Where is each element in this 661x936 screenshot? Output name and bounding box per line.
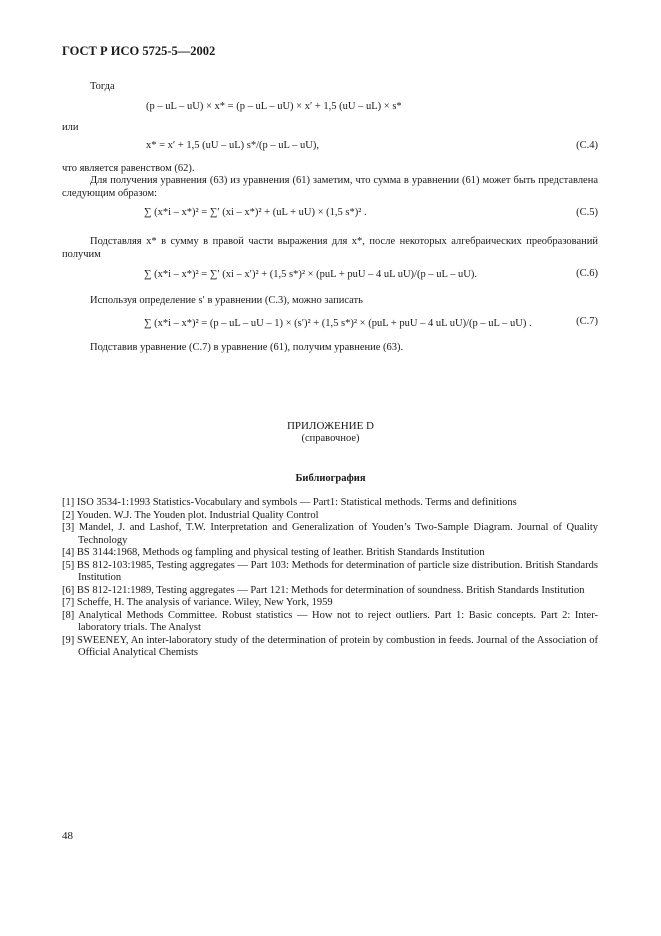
text-ili: или [62, 122, 79, 133]
page-number: 48 [62, 830, 73, 842]
bibliography-item: [1] ISO 3534-1:1993 Statistics-Vocabulary and symbols — Part1: Statistical methods. Terms and definitions [62, 497, 517, 508]
equation-c6: ∑ (x*i – x*)² = ∑′ (xi – x′)² + (1,5 s*)² × (puL + puU – 4 uL uU)/(p – uL – uU). [144, 269, 477, 280]
equation-c7: ∑ (x*i – x*)² = (p – uL – uU – 1) × (s′)² + (1,5 s*)² × (puL + puU – 4 uL uU)/(p – uL – uU) . [144, 318, 532, 329]
bibliography-title: Библиография [295, 473, 366, 484]
bibliography-item: [2] Youden. W.J. The Youden plot. Industrial Quality Control [62, 509, 319, 521]
bibliography-item: [3] Mandel, J. and Lashof, T.W. Interpretation and Generalization of Youden’s Two-Sample Diagram. Journal of Quality Technology [62, 522, 598, 546]
equation-number-c5: (C.5) [576, 207, 598, 218]
equation-number-c4: (C.4) [576, 140, 598, 151]
equation-number-c7: (C.7) [576, 316, 598, 327]
paragraph-dlya: Для получения уравнения (63) из уравнения (61) заметим, что сумма в уравнении (61) может быть представлена следующим образом: [62, 175, 598, 199]
appendix-subtitle: (справочное) [301, 433, 360, 444]
equation-c5: ∑ (x*i – x*)² = ∑′ (xi – x*)² + (uL + uU) × (1,5 s*)² . [144, 207, 367, 218]
text-ispolzuya: Используя определение s′ в уравнении (C.3), можно записать [90, 295, 363, 306]
equation-number-c6: (C.6) [576, 268, 598, 279]
equation-c4: x* = x′ + 1,5 (uU – uL) s*/(p – uL – uU), [146, 140, 319, 151]
text-ravenstvo: что является равенством (62). [62, 163, 195, 174]
bibliography-item: [9] SWEENEY, An inter-laboratory study of the determination of protein by combustion in feeds. Journal of the Association of Official Analytical Chemists [62, 634, 598, 658]
bibliography-list [62, 497, 598, 660]
paragraph-podstavlyaya: Подставляя x* в сумму в правой части выражения для x*, после некоторых алгебраических преобразований получим [62, 236, 598, 260]
bibliography-item: [6] BS 812-121:1989, Testing aggregates — Part 121: Methods for determination of soundness. British Standards Institution [62, 584, 585, 596]
document-header: ГОСТ Р ИСО 5725-5—2002 [62, 44, 216, 58]
text-togda: Тогда [90, 81, 115, 92]
appendix-title: ПРИЛОЖЕНИЕ D [286, 420, 374, 432]
bibliography-item: [5] BS 812-103:1985, Testing aggregates — Part 103: Methods for determination of particle size distribution. British Standards Institution [62, 559, 598, 583]
bibliography-item: [4] BS 3144:1968, Methods og fampling and physical testing of leather. British Standards Institution [62, 547, 485, 558]
bibliography-item: [8] Analytical Methods Committee. Robust statistics — How not to reject outliers. Part 1: Basic concepts. Part 2: Inter-laboratory trials. The Analyst [62, 609, 598, 633]
bibliography-item: [7] Scheffe, H. The analysis of variance. Wiley, New York, 1959 [62, 597, 333, 608]
text-podstaviv: Подставив уравнение (C.7) в уравнение (61), получим уравнение (63). [90, 342, 404, 353]
equation-1: (p – uL – uU) × x* = (p – uL – uU) × x′ + 1,5 (uU – uL) × s* [146, 101, 402, 112]
